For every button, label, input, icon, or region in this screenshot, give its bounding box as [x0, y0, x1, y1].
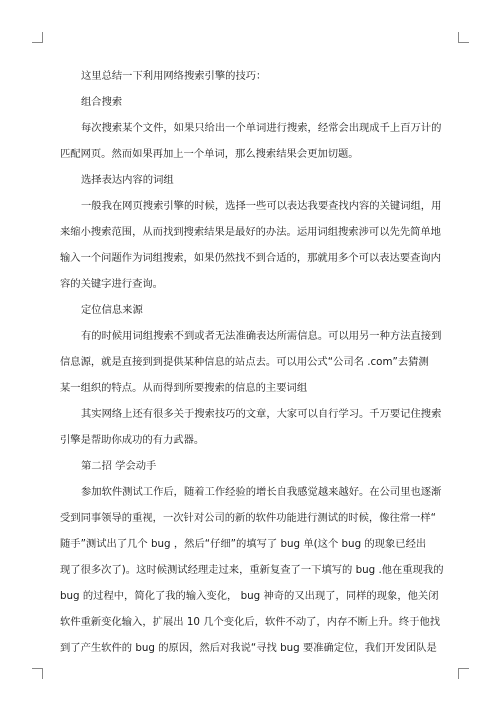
paragraph-line: 一般我在网页搜索引擎的时候，选择一些可以表达我要查找内容的关键词组，用: [81, 200, 442, 212]
paragraph-line: 信息源，就是直接到到提供某种信息的站点去。可以用公式“公司名 .com”去猜测: [60, 356, 429, 368]
paragraph-line: 随手”测试出了几个 bug ，然后“仔细”的填写了 bug 单(这个 bug 的现象已经出: [60, 538, 427, 550]
crop-mark-bottom-right: [458, 668, 469, 679]
paragraph-line: 到了产生软件的 bug 的原因，然后对我说“寻找 bug 要准确定位，我们开发团队是: [60, 642, 437, 654]
paragraph-line: 某一组织的特点。从而得到所要搜索的信息的主要词组: [60, 382, 308, 394]
crop-mark-top-right: [458, 32, 469, 43]
paragraph-line: 有的时候用词组搜索不到或者无法准确表达所需信息。可以用另一种方法直接到: [81, 330, 442, 342]
heading-combined-search: 组合搜索: [81, 96, 123, 108]
paragraph-line: 输入一个问题作为词组搜索，如果仍然找不到合适的，那就用多个可以表达要查询内: [60, 252, 441, 264]
paragraph-line: 其实网络上还有很多关于搜索技巧的文章，大家可以自行学习。千万要记住搜索: [81, 408, 442, 420]
paragraph-line: 受到同事领导的重视，一次针对公司的新的软件功能进行测试的时候，像往常一样“: [60, 512, 437, 524]
crop-mark-bottom-left: [32, 668, 43, 679]
paragraph-line: 现了很多次了)。这时候测试经理走过来，重新复查了一下填写的 bug .他在重现我的: [60, 564, 444, 576]
heading-choose-phrases: 选择表达内容的词组: [81, 174, 174, 186]
paragraph-line: 参加软件测试工作后，随着工作经验的增长自我感觉越来越好。在公司里也逐渐: [81, 486, 442, 498]
intro-line: 这里总结一下利用网络搜索引擎的技巧：: [81, 70, 267, 82]
document-body: [60, 70, 444, 654]
paragraph-line: 引擎是帮助你成功的有力武器。: [60, 434, 205, 446]
paragraph-line: 每次搜索某个文件，如果只给出一个单词进行搜索，经常会出现成千上百万计的: [81, 122, 442, 134]
crop-mark-top-left: [32, 32, 43, 43]
paragraph-line: 匹配网页。然而如果再加上一个单词，那么搜索结果会更加切题。: [60, 148, 359, 160]
paragraph-line: 容的关键字进行查询。: [60, 278, 163, 290]
heading-locate-source: 定位信息来源: [81, 304, 143, 316]
paragraph-line: bug 的过程中，简化了我的输入变化， bug 神奇的又出现了，同样的现象，他关闭: [60, 590, 439, 602]
heading-learn-hands-on: 第二招 学会动手: [81, 460, 157, 472]
paragraph-line: 来缩小搜索范围，从而找到搜索结果是最好的办法。运用词组搜索涉可以先先简单地: [60, 226, 441, 238]
paragraph-line: 软件重新变化输入，扩展出 10 几个变化后，软件不动了，内存不断上升。终于他找: [60, 616, 441, 628]
